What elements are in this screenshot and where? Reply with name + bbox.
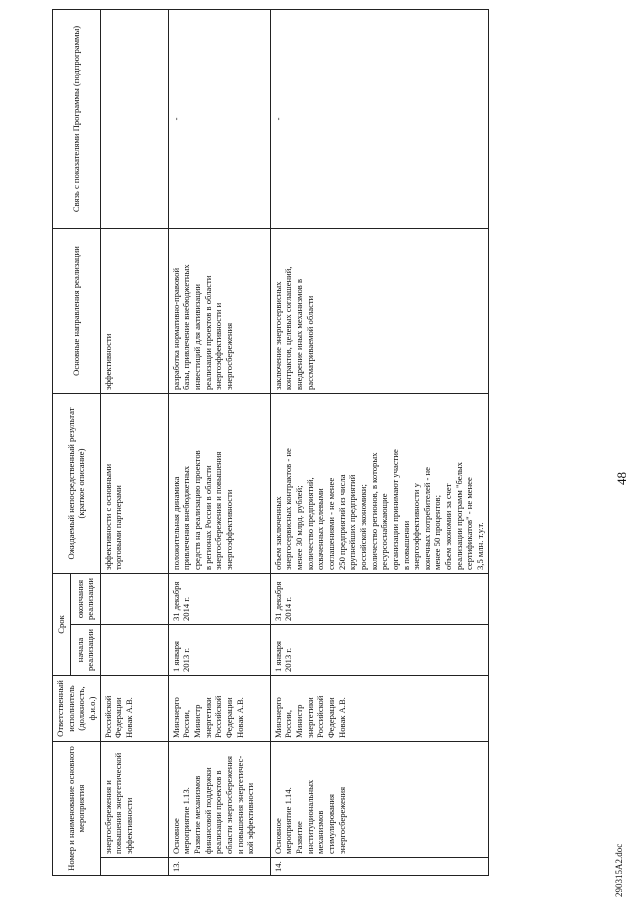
- header-end: окончания реализации: [70, 573, 100, 624]
- header-link: Связь с показателями Программы (подпрограммы): [53, 9, 101, 228]
- header-responsible: Ответственный исполнитель (должность, ф.и.о.): [53, 676, 101, 742]
- header-row: [53, 9, 71, 875]
- table-row: [100, 9, 168, 875]
- row-result: эффективности с основными торговыми партнерами: [100, 393, 168, 573]
- table-row: [270, 9, 488, 875]
- row-name: Основное мероприятие 1.14. Развитие институциональных механизмов стимулирования энергосбережения: [270, 742, 488, 858]
- header-name: Номер и наименование основного мероприятия: [53, 742, 101, 876]
- row-result: положительная динамика привлечения внебюджетных средств на реализацию проектов в регионах России в области энергосбережения и повышения энергоэффективности: [168, 393, 270, 573]
- row-directions: эффективности: [100, 228, 168, 393]
- row-responsible: Российской Федерации Новак А.В.: [100, 676, 168, 742]
- header-directions: Основные направления реализации: [53, 228, 101, 393]
- row-start: [100, 625, 168, 676]
- row-name: Основное мероприятие 1.13. Развитие механизмов финансовой поддержки реализации проектов в области энергосбережения и повышения энергетичес- кой эффективности: [168, 742, 270, 858]
- row-number: [100, 858, 168, 876]
- row-start: 1 января 2013 г.: [270, 625, 488, 676]
- header-result: Ожидаемый непосредственный результат (краткое описание): [53, 393, 101, 573]
- row-link: -: [270, 9, 488, 228]
- row-number: 14.: [270, 858, 488, 876]
- page-number: 48: [614, 472, 629, 485]
- table-row: [168, 9, 270, 875]
- row-result: объем заключенных энергосервисных контрактов - не менее 30 млрд. рублей; количество предприятий, охваченных целевыми соглашениями - не менее 250 предприятий из числа крупнейших предприятий российской экономики; количество регионов, в которых ресурсоснабжающие организации принимают участие в повышении энергоэффективности у конечных потребителей - не менее 50 процентов; объем экономии за счет реализации программ "белых сертификатов" - не менее 3,5 млн. т.у.т.: [270, 393, 488, 573]
- row-link: -: [168, 9, 270, 228]
- footer-filename: 290315A2.doc: [614, 843, 624, 897]
- row-responsible: Минэнерго России, Министр энергетики Российской Федерации Новак А.В.: [270, 676, 488, 742]
- header-srok: Срок: [53, 573, 71, 675]
- row-link: [100, 9, 168, 228]
- row-name: энергосбережения и повышения энергетической эффективности: [100, 742, 168, 858]
- header-start: начала реализации: [70, 625, 100, 676]
- row-end: [100, 573, 168, 624]
- measures-table: [52, 9, 489, 876]
- row-number: 13.: [168, 858, 270, 876]
- row-end: 31 декабря 2014 г.: [168, 573, 270, 624]
- row-end: 31 декабря 2014 г.: [270, 573, 488, 624]
- row-start: 1 января 2013 г.: [168, 625, 270, 676]
- row-directions: разработка нормативно-правовой базы, привлечение внебюджетных инвестиций для активизации реализации проектов в области энергоэффективности и энергосбережения: [168, 228, 270, 393]
- row-directions: заключение энергосервисных контрактов, целевых соглашений, внедрение иных механизмов в рассматриваемой области: [270, 228, 488, 393]
- row-responsible: Минэнерго России, Министр энергетики Российской Федерации Новак А.В.: [168, 676, 270, 742]
